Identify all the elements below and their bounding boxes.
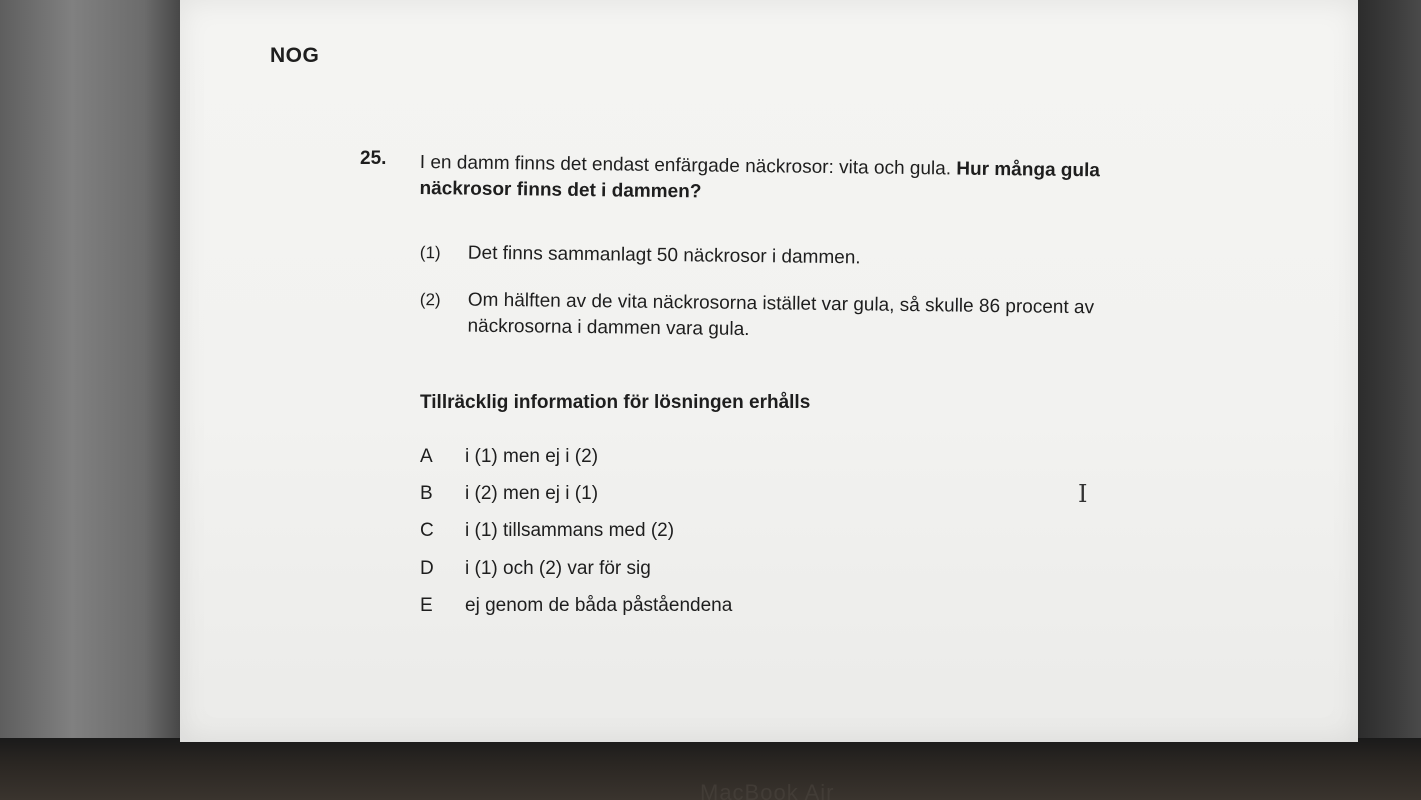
option-text: i (1) och (2) var för sig — [465, 558, 651, 579]
question-text — [419, 150, 1160, 211]
option-letter: B — [420, 483, 433, 504]
statement-number: (1) — [419, 242, 441, 263]
statement-text: Det finns sammanlagt 50 näckrosor i dammen. — [467, 242, 861, 269]
option-text: i (2) men ej i (1) — [465, 483, 599, 504]
option-text: ej genom de båda påståendena — [465, 595, 733, 616]
statement-number: (2) — [419, 289, 441, 310]
text-cursor-icon: I — [1078, 480, 1088, 508]
question-text-bold: Hur många gula näckrosor finns det i dammen? — [419, 158, 1101, 203]
left-background — [0, 0, 180, 745]
document-page — [180, 0, 1358, 742]
question-number: 25. — [360, 148, 387, 169]
question-text-normal: I en damm finns det endast enfärgade näckrosor: vita och gula. — [419, 151, 952, 180]
section-header: NOG — [270, 44, 320, 67]
option-letter: E — [420, 595, 433, 616]
statement-text: Om hälften av de vita näckrosorna istället var gula, så skulle 86 procent av näckrosorna i dammen vara gula. — [467, 289, 1095, 341]
right-background — [1358, 0, 1421, 745]
option-letter: C — [420, 520, 434, 541]
laptop-brand-label: MacBook Air — [700, 780, 835, 800]
option-letter: D — [420, 558, 434, 579]
sufficiency-heading: Tillräcklig information för lösningen erhålls — [420, 392, 811, 413]
option-letter: A — [420, 446, 433, 467]
option-text: i (1) men ej i (2) — [465, 446, 599, 467]
option-text: i (1) tillsammans med (2) — [465, 520, 675, 541]
